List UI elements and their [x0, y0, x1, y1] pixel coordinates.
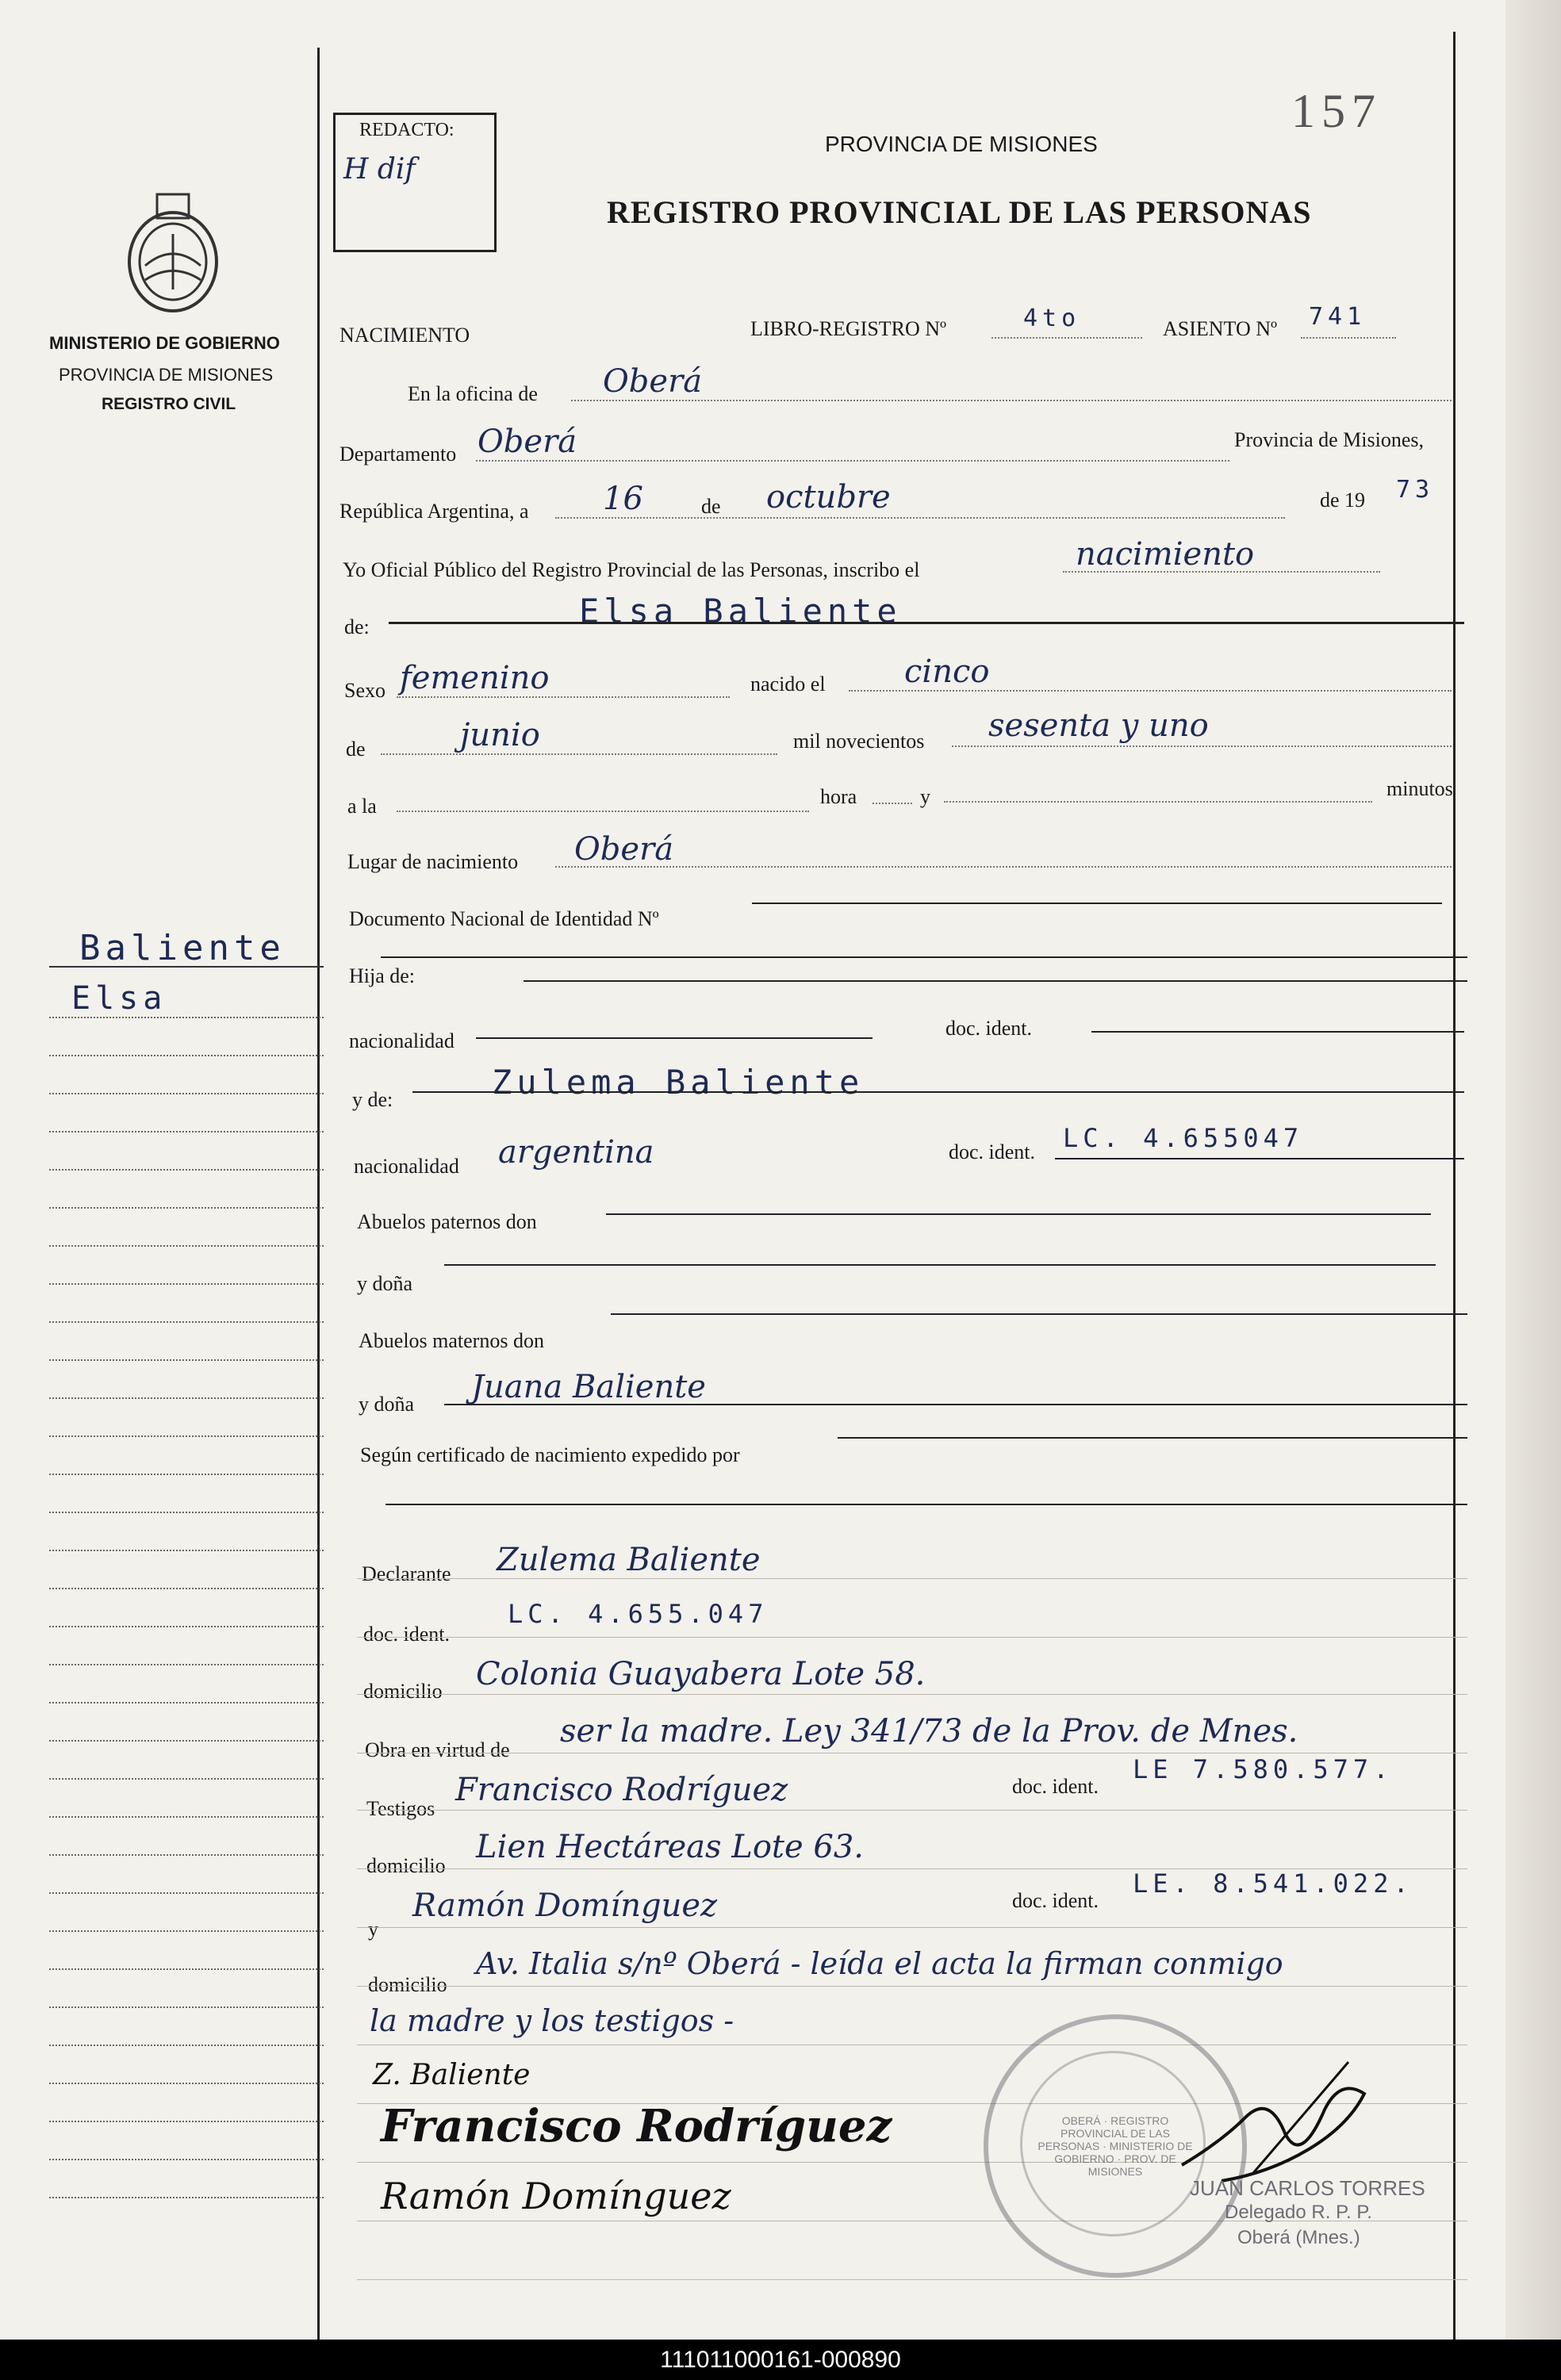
left-rule — [49, 1245, 324, 1247]
docident2-value: LC. 4.655047 — [1063, 1123, 1304, 1153]
oficina-dots — [571, 400, 1452, 401]
mil-value: sesenta y uno — [988, 707, 1209, 744]
sexo-value: femenino — [400, 660, 550, 696]
redacto-label: REDACTO: — [359, 120, 454, 140]
ruled-line — [357, 1637, 1467, 1638]
left-rule — [49, 1664, 324, 1665]
domicilio2-label: domicilio — [366, 1854, 446, 1877]
left-rule — [49, 1359, 324, 1361]
continuation-value: la madre y los testigos - — [370, 2003, 734, 2038]
left-rule — [49, 1131, 324, 1133]
hora-label: hora — [820, 785, 857, 808]
obra-value: ser la madre. Ley 341/73 de la Prov. de Mnes. — [560, 1713, 1298, 1750]
left-rule — [49, 1892, 324, 1894]
left-rule — [49, 1435, 324, 1437]
departamento-label: Departamento — [339, 443, 457, 466]
testigos-label: Testigos — [366, 1797, 435, 1820]
left-rule — [49, 1968, 324, 1970]
left-rule — [49, 1702, 324, 1704]
ala-label: a la — [347, 795, 377, 818]
left-rule — [49, 1588, 324, 1589]
y2-label: y — [368, 1918, 378, 1941]
oficina-label: En la oficina de — [408, 382, 538, 405]
de3-label: de — [346, 738, 366, 761]
mes2-dots — [381, 753, 777, 755]
left-rule — [49, 1017, 324, 1018]
nac1-label: nacionalidad — [349, 1029, 454, 1052]
minutos-dots — [944, 801, 1372, 803]
yde-label: y de: — [352, 1088, 393, 1111]
de-label: de — [701, 495, 721, 518]
domicilio2-value: Lien Hectáreas Lote 63. — [476, 1829, 864, 1865]
civil-registry-label: REGISTRO CIVIL — [102, 395, 236, 413]
anio-value: 73 — [1396, 476, 1435, 504]
anio-label: de 19 — [1320, 489, 1366, 512]
header-registry: REGISTRO PROVINCIAL DE LAS PERSONAS — [607, 194, 1312, 230]
docident5-value: LE. 8.541.022. — [1133, 1868, 1413, 1899]
ydona2-label: y doña — [359, 1393, 415, 1416]
left-rule — [49, 1626, 324, 1627]
abuelos-pat-rule — [606, 1213, 1431, 1215]
ruled-line — [357, 1810, 1467, 1811]
departamento-value: Oberá — [478, 423, 577, 460]
mes-value: octubre — [766, 479, 891, 515]
libro-label: LIBRO-REGISTRO Nº — [750, 317, 947, 340]
docident4-value: LE 7.580.577. — [1133, 1754, 1394, 1784]
official-title: Delegado R. P. P. — [1225, 2202, 1372, 2223]
left-rule — [49, 2006, 324, 2008]
left-rule — [49, 2083, 324, 2084]
left-rule — [49, 1930, 324, 1932]
y-label: y — [920, 785, 930, 808]
nac2-value: argentina — [498, 1134, 654, 1171]
ruled-line — [357, 1578, 1467, 1579]
abuelos-mat-rule — [611, 1313, 1467, 1315]
nacido-value: cinco — [904, 653, 990, 690]
record-type: NACIMIENTO — [339, 324, 470, 347]
ruled-line — [357, 1986, 1467, 1987]
obra-label: Obra en virtud de — [365, 1738, 510, 1761]
left-rule — [49, 1207, 324, 1209]
nacido-dots — [849, 690, 1452, 692]
declarante-label: Declarante — [362, 1562, 451, 1585]
de2-label: de: — [344, 615, 370, 638]
testigo2-value: Ramón Domínguez — [412, 1888, 718, 1924]
left-rule — [49, 966, 324, 968]
child-name-value: Elsa Baliente — [579, 592, 902, 630]
domicilio3-value: Av. Italia s/nº Oberá - leída el acta la firman conmigo — [476, 1946, 1283, 1981]
abuelos-pat-label: Abuelos paternos don — [357, 1210, 537, 1233]
docident3-label: doc. ident. — [363, 1623, 451, 1646]
ministry-label: MINISTERIO DE GOBIERNO — [49, 333, 280, 353]
left-rule — [49, 2159, 324, 2160]
redacto-box — [333, 113, 497, 252]
signature-ramon: Ramón Domínguez — [381, 2175, 731, 2217]
ruled-line — [357, 1927, 1467, 1928]
docident4-label: doc. ident. — [1012, 1775, 1099, 1798]
left-rule — [49, 1512, 324, 1513]
footer-id-bar: 111011000161-000890 — [0, 2340, 1561, 2380]
hora-dots — [873, 803, 912, 804]
left-rule — [49, 1740, 324, 1742]
hijo-rule-1 — [381, 956, 1467, 958]
nacido-label: nacido el — [750, 673, 826, 696]
oficial-dots — [1063, 571, 1380, 573]
left-margin-line — [317, 48, 320, 2340]
lugar-label: Lugar de nacimiento — [347, 850, 519, 873]
declarante-value: Zulema Baliente — [497, 1542, 761, 1578]
libro-dots — [991, 337, 1142, 339]
official-name: JUAN CARLOS TORRES — [1190, 2176, 1425, 2200]
delegate-signature — [1174, 2046, 1380, 2189]
departamento-dots — [476, 460, 1229, 462]
republica-label: República Argentina, a — [339, 500, 529, 523]
right-margin-line — [1453, 32, 1456, 2340]
ruled-line — [357, 1694, 1467, 1695]
ruled-line — [357, 2279, 1467, 2280]
header-province: PROVINCIA DE MISIONES — [825, 132, 1098, 156]
docident2-rule — [1055, 1158, 1464, 1159]
asiento-label: ASIENTO Nº — [1163, 317, 1278, 340]
sexo-label: Sexo — [344, 679, 385, 702]
ala-dots — [397, 811, 809, 812]
left-rule — [49, 1169, 324, 1171]
madre-value: Zulema Baliente — [492, 1063, 865, 1102]
oficial-value: nacimiento — [1076, 536, 1255, 573]
domicilio1-value: Colonia Guayabera Lote 58. — [476, 1656, 926, 1692]
mes2-value: junio — [460, 717, 540, 753]
dni-label: Documento Nacional de Identidad Nº — [349, 907, 659, 930]
ydona1-label: y doña — [357, 1272, 413, 1295]
docident1-rule — [1091, 1031, 1464, 1033]
dia-value: 16 — [603, 481, 643, 517]
minutos-label: minutos — [1386, 777, 1453, 800]
left-rule — [49, 1854, 324, 1856]
docident1-label: doc. ident. — [945, 1017, 1033, 1040]
signature-francisco: Francisco Rodríguez — [381, 2100, 892, 2152]
abuelos-mat-label: Abuelos maternos don — [359, 1329, 544, 1352]
asiento-dots — [1301, 337, 1396, 339]
nac1-rule — [476, 1037, 873, 1039]
left-rule — [49, 1055, 324, 1056]
redacto-value: H dif — [343, 153, 416, 186]
annotation-name: Elsa — [71, 980, 167, 1017]
segun-rule-1 — [838, 1437, 1467, 1439]
libro-value: 4to — [1023, 305, 1081, 332]
ydona2-rule — [444, 1404, 1467, 1405]
oficial-label: Yo Oficial Público del Registro Provincial de las Personas, inscribo el — [343, 558, 920, 581]
left-rule — [49, 1816, 324, 1818]
left-rule — [49, 2045, 324, 2046]
left-rule — [49, 2197, 324, 2198]
sexo-dots — [397, 696, 730, 698]
coat-of-arms-emblem — [113, 186, 232, 321]
domicilio1-label: domicilio — [363, 1680, 443, 1703]
ydona2-value: Juana Baliente — [471, 1369, 706, 1405]
dni-rule — [752, 903, 1442, 904]
annotation-surname: Baliente — [79, 928, 286, 968]
left-rule — [49, 1093, 324, 1094]
lugar-dots — [555, 866, 1452, 868]
segun-label: Según certificado de nacimiento expedido por — [360, 1443, 740, 1466]
mil-dots — [952, 745, 1452, 747]
left-rule — [49, 1283, 324, 1285]
oficina-value: Oberá — [603, 363, 703, 400]
left-rule — [49, 1397, 324, 1399]
ydona1-rule — [444, 1264, 1436, 1266]
docident2-label: doc. ident. — [949, 1140, 1036, 1163]
madre-rule — [412, 1091, 1464, 1093]
nac2-label: nacionalidad — [354, 1155, 459, 1178]
official-place: Oberá (Mnes.) — [1237, 2227, 1360, 2248]
asiento-value: 741 — [1309, 303, 1367, 331]
left-rule — [49, 1778, 324, 1780]
testigo1-value: Francisco Rodríguez — [455, 1772, 788, 1808]
docident3-value: LC. 4.655.047 — [508, 1599, 769, 1629]
provincia-label: Provincia de Misiones, — [1234, 428, 1425, 451]
seal-text: OBERÁ · REGISTRO PROVINCIAL DE LAS PERSONAS · MINISTERIO DE GOBIERNO · PROV. DE MISIONES — [1037, 2114, 1193, 2178]
segun-rule-2 — [385, 1504, 1467, 1505]
docident5-label: doc. ident. — [1012, 1889, 1099, 1912]
mes-dots — [555, 517, 1285, 519]
left-rule — [49, 1474, 324, 1475]
left-province-label: PROVINCIA DE MISIONES — [59, 365, 274, 385]
signature-zulema: Z. Baliente — [373, 2059, 531, 2091]
mil-label: mil novecientos — [793, 730, 925, 753]
domicilio3-label: domicilio — [368, 1973, 447, 1996]
lugar-value: Oberá — [574, 831, 674, 868]
page-number: 157 — [1291, 85, 1382, 137]
left-rule — [49, 2121, 324, 2122]
page-edge — [1505, 0, 1561, 2340]
name-rule — [389, 622, 1464, 624]
left-rule — [49, 1550, 324, 1551]
left-rule — [49, 1321, 324, 1323]
hijo-rule-2 — [524, 980, 1467, 982]
hijo-label: Hija de: — [349, 964, 416, 987]
